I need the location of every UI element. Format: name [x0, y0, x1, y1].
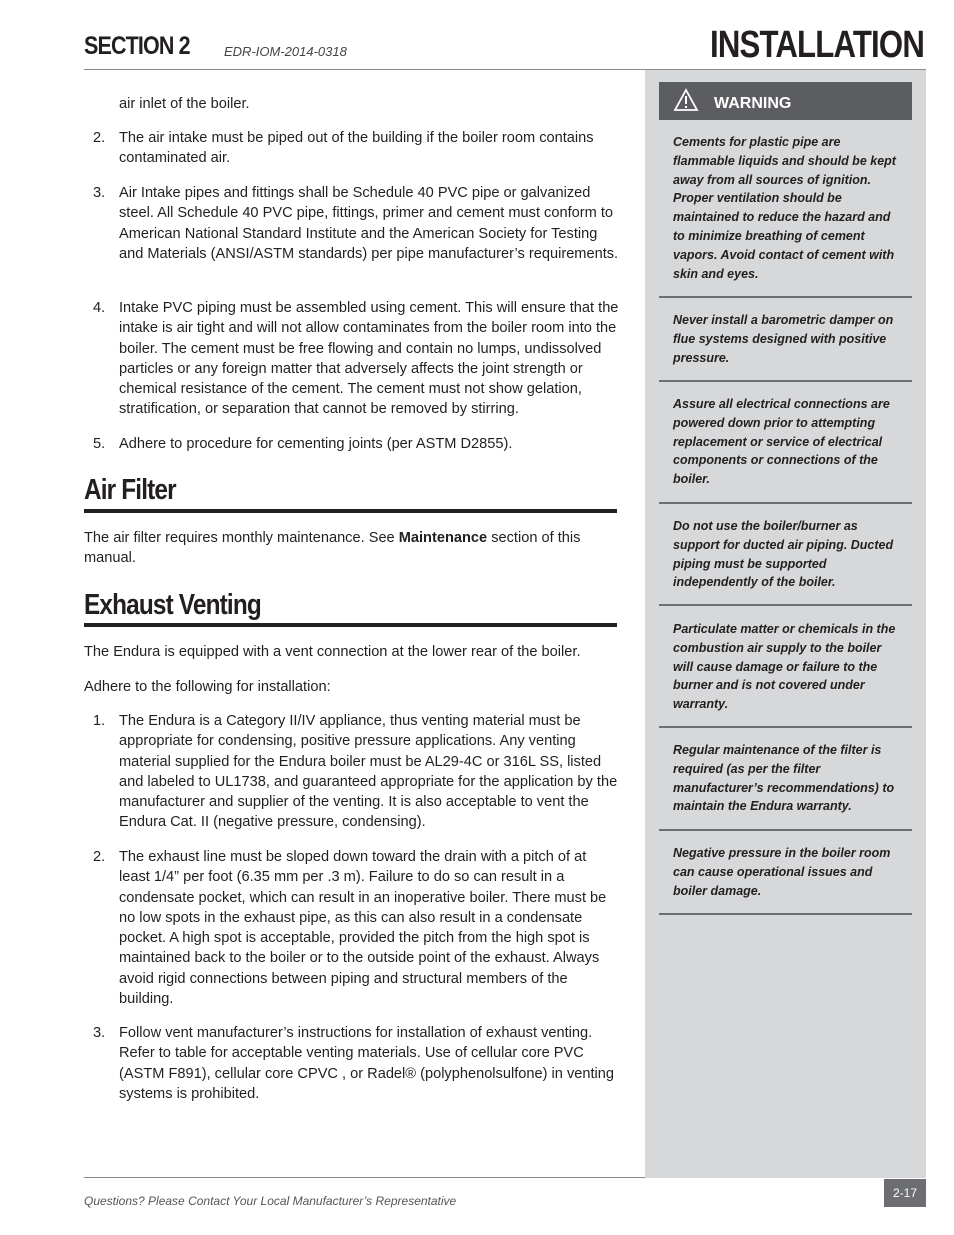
footer-divider	[84, 1177, 645, 1178]
air-filter-heading: Air Filter	[84, 474, 176, 506]
page-title: INSTALLATION	[709, 24, 924, 66]
heading-rule	[84, 623, 617, 627]
warning-divider	[659, 913, 912, 915]
list-continuation: air inlet of the boiler.	[119, 96, 250, 112]
warning-item: Assure all electrical connections are powered down prior to attempting replacement or service of electrical components or connections of the boiler.	[673, 397, 890, 487]
list-text: The air intake must be piped out of the building if the boiler room contains contaminated air.	[119, 130, 594, 167]
warning-item: Negative pressure in the boiler room can cause operational issues and boiler damage.	[673, 846, 891, 898]
warning-divider	[659, 604, 912, 606]
warning-divider	[659, 829, 912, 831]
section-label: SECTION 2	[84, 32, 190, 60]
exhaust-paragraph: The Endura is equipped with a vent connection at the lower rear of the boiler.	[84, 644, 581, 660]
list-text: Adhere to procedure for cementing joints (per ASTM D2855).	[119, 436, 513, 452]
list-text: Follow vent manufacturer’s instructions for installation of exhaust venting. Refer to table for acceptable venting materials. Use of cellular core PVC (ASTM F891), cellular core CPVC , or Radel® (polyphenolsulfone) in venting systems is prohibited.	[119, 1025, 614, 1102]
exhaust-venting-heading: Exhaust Venting	[84, 589, 261, 621]
list-text: Intake PVC piping must be assembled using cement. This will ensure that the intake is air tight and will not allow contaminates from the boiler room into the boiler. The cement must be free flowing and contain no lumps, undissolved particles or any foreign matter that adversely affects the joint strength or chemical resistance of the cement. The cement must not show gelation, stratification, or separation that cannot be removed by stirring.	[119, 300, 619, 418]
air-filter-text: The air filter requires monthly maintenance. See	[84, 530, 399, 546]
air-filter-text-end: section of this manual.	[84, 530, 581, 567]
warning-divider	[659, 726, 912, 728]
list-number: 3.	[93, 185, 106, 201]
warning-header	[659, 82, 912, 120]
warning-item: Particulate matter or chemicals in the combustion air supply to the boiler will cause damage or failure to the burner and is not covered under warranty.	[673, 622, 896, 712]
warning-item: Do not use the boiler/burner as support for ducted air piping. Ducted piping must be supported independently of the boiler.	[673, 519, 894, 590]
page-number: 2-17	[884, 1179, 926, 1207]
warning-label: WARNING	[714, 95, 792, 112]
list-number: 1.	[93, 713, 106, 729]
footer-contact: Questions? Please Contact Your Local Manufacturer’s Representative	[84, 1194, 457, 1208]
document-id: EDR-IOM-2014-0318	[224, 44, 347, 59]
list-number: 3.	[93, 1025, 106, 1041]
warning-item: Regular maintenance of the filter is required (as per the filter manufacturer’s recommendations) to maintain the Endura warranty.	[673, 743, 895, 814]
exhaust-paragraph: Adhere to the following for installation:	[84, 679, 331, 695]
list-number: 5.	[93, 436, 106, 452]
warning-divider	[659, 380, 912, 382]
heading-rule	[84, 509, 617, 513]
warning-item: Cements for plastic pipe are flammable liquids and should be kept away from all sources of ignition. Proper ventilation should be maintained to reduce the hazard and to minimize breathing of cement vapors. Avoid contact of cement with skin and eyes.	[673, 135, 896, 281]
list-number: 4.	[93, 300, 106, 316]
maintenance-reference: Maintenance	[398, 530, 488, 546]
warning-triangle-icon	[673, 88, 699, 112]
warning-item: Never install a barometric damper on flue systems designed with positive pressure.	[673, 313, 894, 365]
warning-divider	[659, 502, 912, 504]
air-filter-paragraph	[84, 528, 618, 569]
list-text: The Endura is a Category II/IV appliance, thus venting material must be appropriate for condensing, positive pressure applications. Any venting material supplied for the Endura boiler must be AL29-4C or 316L SS, listed and labeled to UL1738, and guaranteed appropriate for the application by the manufacturer and supplier of the venting. It is also acceptable to vent the Endura Cat. II (negative pressure, condensing).	[119, 713, 618, 831]
list-text: Air Intake pipes and fittings shall be Schedule 40 PVC pipe or galvanized steel. All Schedule 40 PVC pipe, fittings, primer and cement must conform to American National Standard Institute and the American Society for Testing and Materials (ANSI/ASTM standards) per pipe manufacturer’s requirements.	[119, 185, 619, 262]
list-number: 2.	[93, 130, 106, 146]
warning-divider	[659, 296, 912, 298]
list-number: 2.	[93, 849, 106, 865]
list-text: The exhaust line must be sloped down toward the drain with a pitch of at least 1/4” per foot (6.35 mm per .3 m). Failure to do so can result in a condensate pocket, which can result in an inoperative boiler. There must be no low spots in the exhaust pipe, as this can also result in a condensate pocket. A high spot is acceptable, provided the pitch from the high spot is maintained back to the boiler or to the outside point of the exhaust. Always avoid rigid connections between piping and structural members of the building.	[119, 849, 607, 1008]
